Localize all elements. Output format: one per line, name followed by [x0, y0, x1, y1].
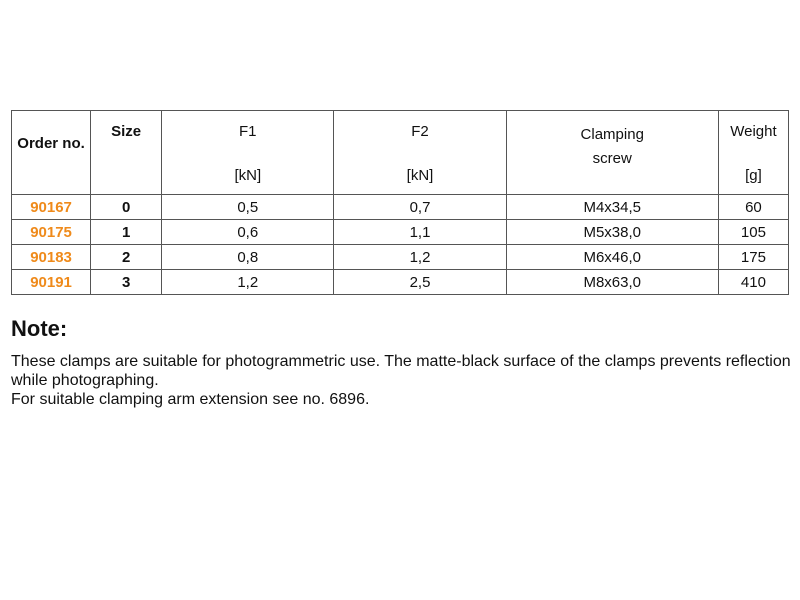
note-heading: Note:	[11, 316, 68, 341]
size-cell: 2	[91, 245, 162, 270]
f2-cell: 0,7	[334, 195, 506, 220]
f2-cell: 1,2	[334, 245, 506, 270]
note-text-extension: For suitable clamping arm extension see no. 6896.	[11, 391, 370, 408]
order-number-cell: 90183	[12, 245, 91, 270]
header-clamping-screw-label: Clamping screw	[580, 126, 644, 167]
f1-cell: 0,8	[162, 245, 334, 270]
header-f2-label: F2	[411, 123, 429, 140]
clamping-screw-cell: M4x34,5	[506, 195, 718, 220]
header-f2	[334, 111, 506, 195]
f1-cell: 0,6	[162, 220, 334, 245]
header-f1	[162, 111, 334, 195]
f2-cell: 2,5	[334, 270, 506, 295]
note-text-photogrammetric: These clamps are suitable for photogrammetric use. The matte-black surface of the clamps prevents reflection while photographing.	[11, 353, 791, 389]
size-cell: 0	[91, 195, 162, 220]
header-order-no-label: Order no.	[17, 135, 85, 152]
header-f2-unit: [kN]	[406, 167, 434, 184]
table-row	[12, 245, 789, 270]
order-number-cell: 90191	[12, 270, 91, 295]
order-number-cell: 90175	[12, 220, 91, 245]
f1-cell: 1,2	[162, 270, 334, 295]
weight-cell: 175	[718, 245, 788, 270]
clamping-screw-cell: M6x46,0	[506, 245, 718, 270]
header-f1-label: F1	[239, 123, 257, 140]
clamping-screw-cell: M5x38,0	[506, 220, 718, 245]
table-row	[12, 270, 789, 295]
table-row	[12, 220, 789, 245]
header-size-label: Size	[111, 123, 142, 140]
size-cell: 3	[91, 270, 162, 295]
header-size	[91, 111, 162, 195]
header-weight	[718, 111, 788, 195]
f1-cell: 0,5	[162, 195, 334, 220]
f2-cell: 1,1	[334, 220, 506, 245]
weight-cell: 410	[718, 270, 788, 295]
order-number-cell: 90167	[12, 195, 91, 220]
header-f1-unit: [kN]	[234, 167, 262, 184]
table-row	[12, 195, 789, 220]
specification-table	[11, 110, 789, 295]
header-clamping-screw	[506, 111, 718, 195]
clamping-screw-cell: M8x63,0	[506, 270, 718, 295]
table-header-row	[12, 111, 789, 195]
header-weight-unit: [g]	[745, 167, 762, 184]
size-cell: 1	[91, 220, 162, 245]
weight-cell: 60	[718, 195, 788, 220]
note-section	[11, 316, 791, 409]
header-order-no	[12, 111, 91, 195]
weight-cell: 105	[718, 220, 788, 245]
header-weight-label: Weight	[730, 123, 777, 140]
